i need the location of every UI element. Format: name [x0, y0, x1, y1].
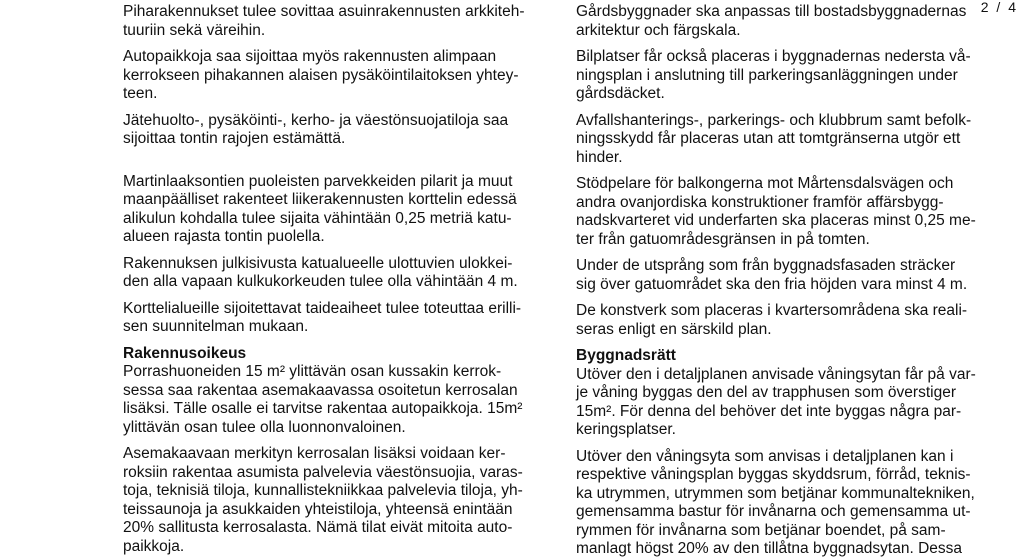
paragraph-outbuildings: Gårdsbyggnader ska anpassas till bostadsbyggnadernas arkitektur och färgskala. [576, 3, 967, 39]
paragraph-stairwells: Utöver den i detaljplanen anvisade våningsytan får på var- je våning byggas den del av trapphusen som överstiger 15m². För denna del behöver det inte byggas några par- keringsplatser. [576, 365, 976, 438]
paragraph-waste-parking-club: Jätehuolto-, pysäköinti-, kerho- ja väestönsuojatiloja saa sijoittaa tontin rajojen estämättä. [123, 111, 509, 147]
paragraph-additional-floor-area: Utöver den våningsyta som anvisas i detaljplanen kan i respektive våningsplan byggas skyddsrum, förråd, teknis- ka utrymmen, utrymmen som betjänar kommunaltekniken, gemensamma bastur för invånarna och gemensamma ut- rymmen för invånarna som betjänar boendet, på sam- manlagt högst 20% av den tillåtna byggnadsytan. Dessa [576, 447, 975, 557]
section-heading-building-rights: Rakennusoikeus [123, 344, 247, 362]
paragraph-outbuildings: Piharakennukset tulee sovittaa asuinrakennusten arkkiteh- tuuriin sekä väreihin. [123, 3, 525, 39]
paragraph-parking-lowest-floor: Autopaikkoja saa sijoittaa myös rakennusten alimpaan kerrokseen pihakannen alaisen pysäköintilaitoksen yhtey- teen. [123, 48, 519, 102]
paragraph-waste-parking-club: Avfallshanterings-, parkerings- och klubbrum samt befolk- ningsskydd får placeras utan att tomtgränserna utgör ett hinder. [576, 111, 972, 166]
paragraph-artworks: De konstverk som placeras i kvartersområdena ska reali- seras enligt en särskild plan. [576, 302, 968, 338]
paragraph-balcony-pillars: Stödpelare för balkongerna mot Mårtensdalsvägen och andra ovanjordiska konstruktioner framför affärsbygg- nadskvarteret vid underfarten ska placeras minst 0,25 me- ter från gatuområdesgränsen in på tomten. [576, 175, 976, 248]
paragraph-additional-floor-area: Asemakaavaan merkityn kerrosalan lisäksi voidaan ker- roksiin rakentaa asumista palvelevia väestönsuojia, varas- toja, teknisiä tiloja, kunnallistekniikkaa palvelevia tiloja, yh- teissaunoja ja asukkaiden yhteistiloja, yhteensä enintään 20% sallitusta kerrosalasta. Nämä tilat eivät mitoita auto- paikkoja. [123, 445, 523, 555]
swedish-column [576, 3, 1006, 559]
paragraph-stairwells: Porrashuoneiden 15 m² ylittävän osan kussakin kerrok- sessa saa rakentaa asemakaavassa osoitetun kerrosalan lisäksi. Tälle osalle ei tarvitse rakentaa autopaikkoja. 15m² ylittävän osan tulee olla luonnonvaloinen. [123, 363, 523, 436]
paragraph-projection-clearance: Rakennuksen julkisivusta katualueelle ulottuvien ulokkei- den alla vapaan kulkukorkeuden tulee olla vähintään 4 m. [123, 254, 518, 290]
section-heading-building-rights: Byggnadsrätt [576, 347, 676, 364]
paragraph-artworks: Korttelialueille sijoitettavat taideaiheet tulee toteuttaa erilli- sen suunnitelman mukaan. [123, 299, 522, 335]
paragraph-projection-clearance: Under de utsprång som från byggnadsfasaden sträcker sig över gatuområdet ska den fria höjden vara minst 4 m. [576, 257, 968, 293]
page-number: 2 / 4 [980, 0, 1018, 15]
paragraph-balcony-pillars: Martinlaaksontien puoleisten parvekkeiden pilarit ja muut maanpäälliset rakenteet liikerakennusten korttelin edessä alikulun kohdalla tulee sijaita vähintään 0,25 metriä katu- alueen rajasta tontin puolella. [123, 172, 517, 245]
finnish-column [123, 3, 553, 556]
paragraph-parking-lowest-floor: Bilplatser får också placeras i byggnadernas nedersta vå- ningsplan i anslutning till parkeringsanläggningen under gårdsdäcket. [576, 48, 971, 102]
